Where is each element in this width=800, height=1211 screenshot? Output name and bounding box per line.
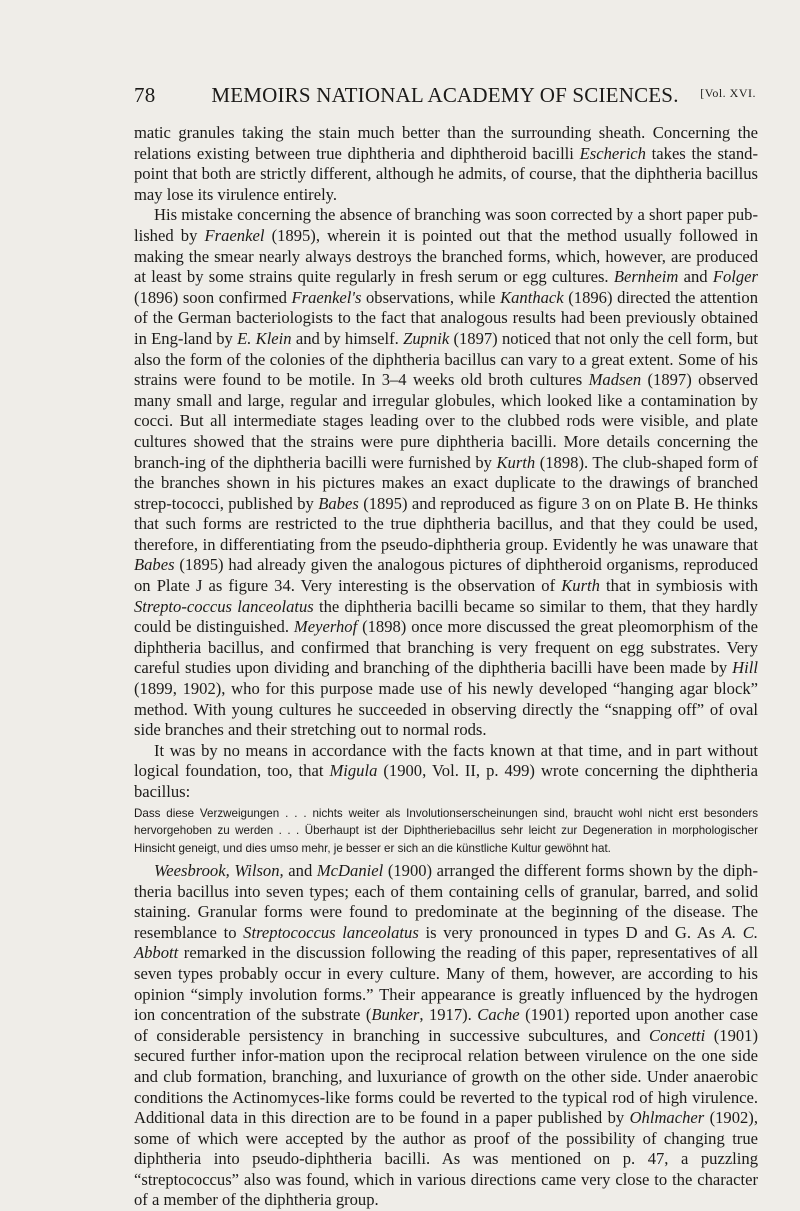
italic-run: Babes xyxy=(318,493,359,513)
italic-run: E. Klein xyxy=(237,328,292,348)
italic-run: Ohlmacher xyxy=(629,1108,705,1128)
italic-run: Streptococcus lanceolatus xyxy=(243,922,419,942)
italic-run: Strepto-coccus lanceolatus xyxy=(134,596,314,616)
running-header xyxy=(134,83,756,107)
italic-run: Escherich xyxy=(579,143,646,163)
italic-run: Meyerhof xyxy=(293,617,358,637)
italic-run: Bernheim xyxy=(613,267,679,287)
italic-run: Babes xyxy=(134,555,175,575)
italic-run: Zupnik xyxy=(403,328,450,348)
italic-run: Hill xyxy=(732,658,758,678)
italic-run: McDaniel xyxy=(316,860,384,880)
paragraph: matic granules taking the stain much better than the surrounding sheath. Concerning the relations existing between true diphtheria and diphtheroid bacilli Escherich takes the stand-point that both are strictly different, although he admits, of course, that the diphtheria bacillus may lose its virulence entirely. xyxy=(134,123,759,204)
body-text xyxy=(134,123,758,1211)
page-number: 78 xyxy=(134,83,156,107)
italic-run: Kurth xyxy=(561,576,600,596)
paragraph: It was by no means in accordance with the facts known at that time, and in part without logical foundation, too, that Migula (1900, Vol. II, p. 499) wrote concerning the diphtheria bacillus: xyxy=(134,740,758,801)
italic-run: A. C. Abbott xyxy=(134,922,759,963)
paragraph: His mistake concerning the absence of branching was soon corrected by a short paper pub-lished by Fraenkel (1895), wherein it is pointed out that the method usually followed in making the smear nearly always destroys the branched forms, which, however, are produced at least by some strains quite regularly in fresh serum or egg cultures. Bernheim and Folger (1896) soon confirmed Fraenkel's observations, while Kanthack (1896) directed the attention of the German bacteriologists to the fact that analogous results had been previously obtained in Eng-land by E. Klein and by himself. Zupnik (1897) noticed that not only the cell form, but also the form of the colonies of the diphtheria bacillus can vary to a great extent. Some of his strains were found to be motile. In 3–4 weeks old broth cultures Madsen (1897) observed many small and large, regular and irregular globules, which looked like a contamination by cocci. But all intermediate stages leading over to the clubbed rods were visible, and plate cultures showed that the strains were pure diphtheria bacilli. More details concerning the branch-ing of the diphtheria bacilli were furnished by Kurth (1898). The club-shaped form of the branches shown in his pictures makes an exact duplicate to the drawings of branched strep-tococci, published by Babes (1895) and reproduced as figure 3 on on Plate B. He thinks that such forms are restricted to the true diphtheria bacillus, and that they could be used, therefore, in differentiating from the pseudo-diphtheria group. Evidently he was unaware that Babes (1895) had already given the analogous pictures of diphtheroid organisms, reproduced on Plate J as figure 34. Very interesting is the observation of Kurth that in symbiosis with Strepto-coccus lanceolatus the diphtheria bacilli became so similar to them, that they hardly could be distinguished. Meyerhof (1898) once more discussed the great pleomorphism of the diphtheria bacillus, and confirmed that branching is very frequent on egg substrates. Very careful studies upon dividing and branching of the diphtheria bacilli have been made by Hill (1899, 1902), who for this purpose made use of his newly developed “hanging agar block” method. With young cultures he succeeded in observing directly the “snapping off” of oval side branches and their stretching out to normal rods. xyxy=(134,205,759,740)
paragraph: Weesbrook, Wilson, and McDaniel (1900) arranged the different forms shown by the diph-theria bacillus into seven types; each of them containing cells of granular, barred, and solid staining. Granular forms were found to predominate at the beginning of the disease. The resemblance to Streptococcus lanceolatus is very pronounced in types D and G. As A. C. Abbott remarked in the discussion following the reading of this paper, representatives of all seven types probably occur in every culture. Many of them, however, are according to his opinion “simply involution forms.” Their appearance is greatly influenced by the hydrogen ion concentration of the substrate (Bunker, 1917). Cache (1901) reported upon another case of considerable persistency in branching in successive subcultures, and Concetti (1901) secured further infor-mation upon the reciprocal relation between virulence on the one side and club formation, branching, and luxuriance of growth on the other side. Under anaerobic conditions the Actinomyces-like forms could be reverted to the typical rod of high virulence. Additional data in this direction are to be found in a paper published by Ohlmacher (1902), some of which were accepted by the author as proof of the possibility of changing true diphtheria into pseudo-diphtheria bacilli. As was mentioned on p. 47, a puzzling “streptococcus” also was found, which in various directions came very close to the character of a member of the diphtheria group. xyxy=(134,860,759,1210)
italic-run: Kanthack xyxy=(500,287,564,307)
italic-run: Fraenkel's xyxy=(291,287,362,307)
block-quote: Dass diese Verzweigungen . . . nichts weiter als Involutionserscheinungen sind, braucht wohl nicht erst besonders hervorgehoben zu werden . . . Überhaupt ist der Diphtheriebacillus sehr leicht zur Degeneration in morphologischer Hinsicht geneigt, und dies umso mehr, je besser er sich an die künstliche Kultur gewöhnt hat. xyxy=(134,806,758,856)
running-title: MEMOIRS NATIONAL ACADEMY OF SCIENCES. xyxy=(211,83,679,107)
italic-run: Fraenkel xyxy=(204,225,265,245)
italic-run: Madsen xyxy=(588,370,642,390)
italic-run: Weesbrook, Wilson, xyxy=(154,860,284,880)
italic-run: Kurth xyxy=(496,452,536,472)
italic-run: Cache xyxy=(477,1005,520,1025)
italic-run: Folger xyxy=(712,267,758,287)
italic-run: Migula xyxy=(329,761,378,781)
italic-run: Bunker xyxy=(371,1005,420,1025)
volume-label: [Vol. XVI. xyxy=(700,86,756,100)
italic-run: Concetti xyxy=(648,1025,706,1045)
